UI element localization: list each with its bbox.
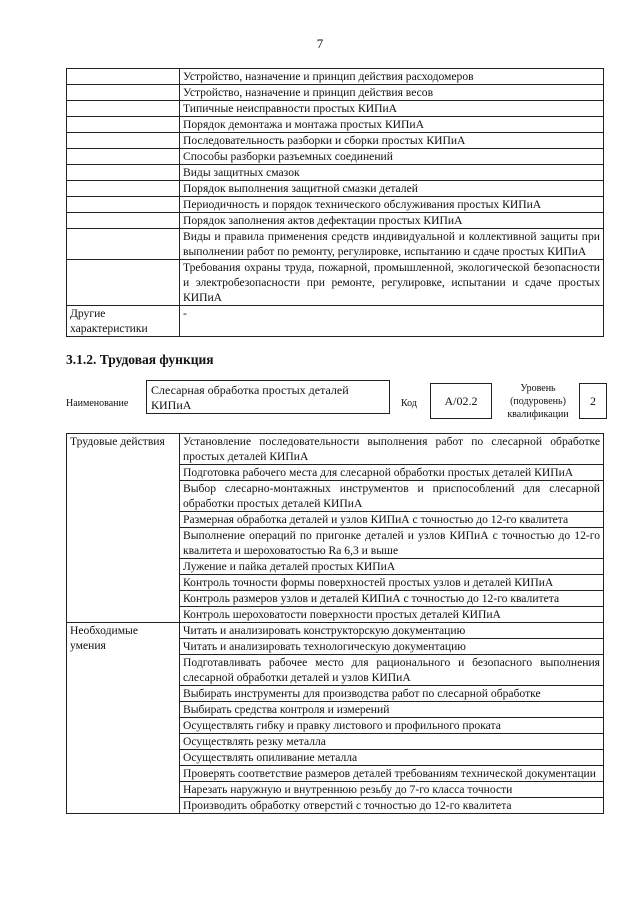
code-label: Код	[401, 398, 417, 409]
row-label	[67, 133, 180, 149]
group-item: Осуществлять гибку и правку листового и профильного проката	[180, 718, 604, 734]
row-text: Порядок заполнения актов дефектации простых КИПиА	[180, 213, 604, 229]
table-row	[67, 69, 604, 85]
row-label	[67, 197, 180, 213]
table-row	[67, 213, 604, 229]
group-item: Нарезать наружную и внутреннюю резьбу до 7-го класса точности	[180, 782, 604, 798]
row-text: Виды защитных смазок	[180, 165, 604, 181]
labor-function-table	[66, 433, 604, 814]
table-row	[67, 133, 604, 149]
group-item: Производить обработку отверстий с точностью до 12-го квалитета	[180, 798, 604, 814]
row-text: Устройство, назначение и принцип действия расходомеров	[180, 69, 604, 85]
section-title: 3.1.2. Трудовая функция	[66, 352, 214, 367]
group-item: Читать и анализировать конструкторскую документацию	[180, 623, 604, 639]
group-item: Выбор слесарно-монтажных инструментов и приспособлений для слесарной обработки простых деталей КИПиА	[180, 481, 604, 512]
group-item: Проверять соответствие размеров деталей требованиям технической документации	[180, 766, 604, 782]
group-label: Трудовые действия	[67, 434, 180, 623]
row-label: Другие характеристики	[67, 306, 180, 337]
level-value-box: 2	[579, 383, 607, 419]
row-text: Порядок выполнения защитной смазки деталей	[180, 181, 604, 197]
function-name-box: Слесарная обработка простых деталей КИПиА	[146, 380, 390, 414]
group-item: Контроль шероховатости поверхности простых деталей КИПиА	[180, 607, 604, 623]
group-item: Контроль точности формы поверхностей простых узлов и деталей КИПиА	[180, 575, 604, 591]
row-label	[67, 213, 180, 229]
row-text: Устройство, назначение и принцип действия весов	[180, 85, 604, 101]
row-text: Порядок демонтажа и монтажа простых КИПиА	[180, 117, 604, 133]
knowledge-table-continued	[66, 68, 604, 337]
row-label	[67, 181, 180, 197]
row-label	[67, 149, 180, 165]
table-row	[67, 260, 604, 306]
group-item: Размерная обработка деталей и узлов КИПиА с точностью до 12-го квалитета	[180, 512, 604, 528]
group-item: Лужение и пайка деталей простых КИПиА	[180, 559, 604, 575]
page-number: 7	[316, 36, 324, 51]
table-row	[67, 149, 604, 165]
table-row	[67, 101, 604, 117]
group-item: Читать и анализировать технологическую документацию	[180, 639, 604, 655]
name-label: Наименование	[66, 398, 129, 409]
table-row	[67, 117, 604, 133]
row-text: Способы разборки разъемных соединений	[180, 149, 604, 165]
group-item: Осуществлять резку металла	[180, 734, 604, 750]
row-text: Виды и правила применения средств индивидуальной и коллективной защиты при выполнении работ по ремонту, регулировке, испытанию и сдаче простых КИПиА	[180, 229, 604, 260]
table-row	[67, 229, 604, 260]
group-item: Выбирать средства контроля и измерений	[180, 702, 604, 718]
table-row	[67, 165, 604, 181]
group-label: Необходимые умения	[67, 623, 180, 814]
table-row	[67, 306, 604, 337]
table-row	[67, 197, 604, 213]
table-row	[67, 623, 604, 639]
group-item: Установление последовательности выполнения работ по слесарной обработке простых деталей КИПиА	[180, 434, 604, 465]
group-item: Подготавливать рабочее место для рационального и безопасного выполнения слесарной обработки деталей и узлов КИПиА	[180, 655, 604, 686]
table-row	[67, 85, 604, 101]
level-label: Уровень (подуровень) квалификации	[507, 383, 569, 420]
group-item: Выбирать инструменты для производства работ по слесарной обработке	[180, 686, 604, 702]
row-label	[67, 101, 180, 117]
row-text: Требования охраны труда, пожарной, промышленной, экологической безопасности и электробезопасности при ремонте, регулировке, испытании и сдаче простых КИПиА	[180, 260, 604, 306]
group-item: Выполнение операций по пригонке деталей и узлов КИПиА с точностью до 12-го квалитета и шероховатостью Ra 6,3 и выше	[180, 528, 604, 559]
group-item: Осуществлять опиливание металла	[180, 750, 604, 766]
row-label	[67, 117, 180, 133]
row-text: Последовательность разборки и сборки простых КИПиА	[180, 133, 604, 149]
row-text: Типичные неисправности простых КИПиА	[180, 101, 604, 117]
row-label	[67, 85, 180, 101]
group-item: Контроль размеров узлов и деталей КИПиА с точностью до 12-го квалитета	[180, 591, 604, 607]
table-row	[67, 434, 604, 465]
row-label	[67, 229, 180, 260]
row-text: -	[180, 306, 604, 337]
table-row	[67, 181, 604, 197]
row-label	[67, 165, 180, 181]
row-label	[67, 69, 180, 85]
row-text: Периодичность и порядок технического обслуживания простых КИПиА	[180, 197, 604, 213]
row-label	[67, 260, 180, 306]
group-item: Подготовка рабочего места для слесарной обработки простых деталей КИПиА	[180, 465, 604, 481]
code-value-box: A/02.2	[430, 383, 492, 419]
